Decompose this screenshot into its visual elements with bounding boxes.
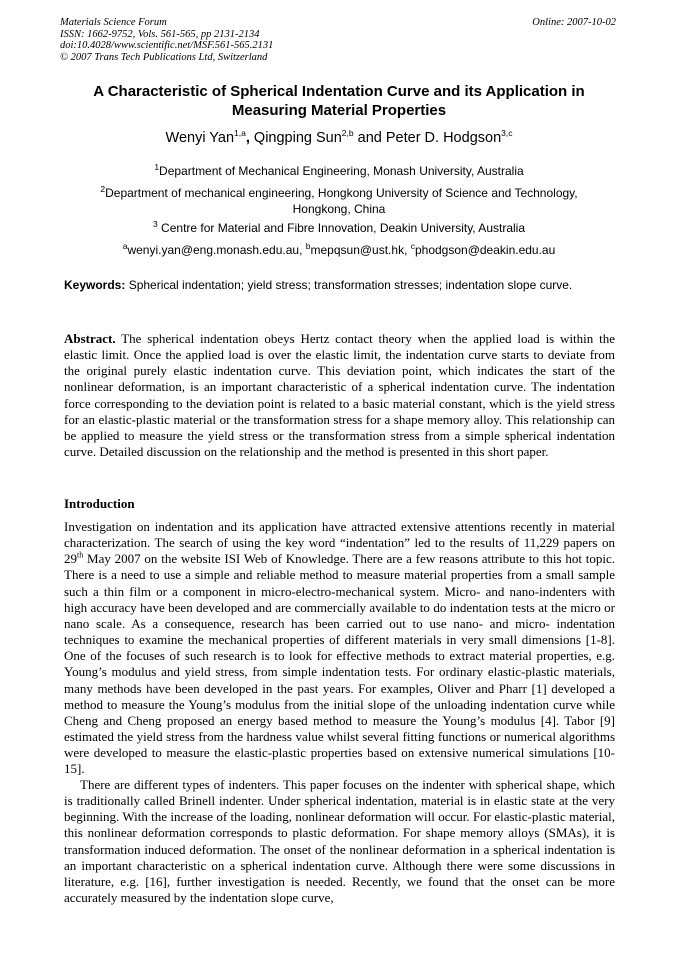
author-sup: 2,b	[341, 128, 354, 139]
issn-line: ISSN: 1662-9752, Vols. 561-565, pp 2131-2134	[60, 28, 260, 40]
author-name: Qingping Sun	[253, 130, 342, 146]
abstract	[64, 331, 615, 460]
affiliation-2	[60, 186, 618, 217]
affiliation-3	[60, 221, 618, 237]
email-sup: b	[305, 241, 311, 251]
doi-line: doi:10.4028/www.scientific.net/MSF.561-565.2131	[60, 40, 274, 51]
email-link[interactable]: phodgson@deakin.edu.au	[414, 243, 556, 257]
author-name: Peter D. Hodgson	[385, 130, 502, 146]
author-sup: 1,a	[234, 128, 246, 139]
affiliation-1	[60, 164, 618, 180]
author-separator: ,	[245, 130, 254, 146]
affiliation-sup: 3	[152, 219, 158, 229]
keywords-label: Keywords:	[64, 278, 126, 292]
author-list	[60, 129, 618, 147]
intro-p1-text-b: May 2007 on the website ISI Web of Knowledge. There are a few reasons attribute to this hot topic. There is a need to use a simple and reliable method to measure material properties from a small sample such a thin film or a component in micro-electro-mechanical system. Micro- and nano-indenters with high accuracy have been developed and are commercially available to do indentation tests at the micro or nano scale. As a consequence, research has been carried out to use nano- and micro- indentation techniques to examine the mechanical properties of different materials in very small dimensions [1-8]. One of the focuses of such research is to look for effective methods to extract material properties, e.g. Young’s modulus and yield stress, from simple indentation tests. For ordinary elastic-plastic materials, many methods have been developed in the past years. For examples, Oliver and Pharr [1] developed a method to measure the Young’s modulus from the initial slope of the unloading indentation curve while Cheng and Cheng proposed an energy based method to measure the Young’s modulus [4]. Tabor [9] estimated the yield stress from the hardness value whilst several fitting functions or numerical algorithms were developed to measure the elastic-plastic properties based on extensive numerical simulations [10-15].	[64, 551, 615, 777]
copyright-line: © 2007 Trans Tech Publications Ltd, Switzerland	[60, 51, 268, 63]
journal-name: Materials Science Forum	[60, 17, 167, 28]
affiliation-text: Centre for Material and Fibre Innovation, Deakin University, Australia	[157, 221, 525, 235]
abstract-text: The spherical indentation obeys Hertz contact theory when the applied load is within the elastic limit. Once the applied load is over the elastic limit, the indentation curve starts to deviate from the original purely elastic indentation curve. This deviation point, which indicates the start of the nonlinear deformation, is an important characteristic of a spherical indentation curve. The indentation force corresponding to the deviation point is related to a basic material constant, which is the yield stress for an elastic-plastic material or the transformation stress for a shape memory alloy. This relationship can be applied to measure the yield stress or the transformation stress from a simple spherical indentation curve. Detailed discussion on the relationship and the method is presented in this short paper.	[64, 331, 615, 460]
abstract-label: Abstract.	[64, 331, 116, 346]
journal-header	[60, 17, 273, 63]
email-sup: a	[122, 241, 128, 251]
keywords-text: Spherical indentation; yield stress; transformation stresses; indentation slope curve.	[125, 278, 573, 292]
email-link[interactable]: mepqsun@ust.hk	[310, 243, 405, 257]
intro-paragraph-2: There are different types of indenters. This paper focuses on the indenter with spherical shape, which is traditionally called Brinell indenter. Under spherical indentation, material is in elastic state at the very beginning. With the increase of the loading, nonlinear deformation will occur. For elastic-plastic material, this nonlinear deformation corresponds to plastic deformation. For shape memory alloys (SMAs), it is transformation induced deformation. The onset of the nonlinear deformation in a spherical indentation is an important characteristic on a spherical indentation curve. Although there were some discussions in literature, e.g. [16], further investigation is needed. Recently, we found that the onset can be more accurately measured by the indentation slope curve,	[64, 777, 615, 906]
keywords	[64, 278, 616, 293]
affiliation-sup: 1	[154, 162, 160, 172]
paper-title: A Characteristic of Spherical Indentation Curve and its Application in Measuring Material Properties	[93, 83, 585, 119]
affiliation-text: Department of mechanical engineering, Hongkong University of Science and Technology, Hongkong, China	[105, 186, 578, 216]
email-list: $^a$wenyi.yan@eng.monash.edu.au, $^b$mepqsun@ust.hk, $^c$phodgson@deakin.edu.au	[122, 241, 556, 257]
affiliation-sup: 2	[100, 184, 106, 194]
section-heading-introduction: Introduction	[64, 496, 135, 511]
online-date: Online: 2007-10-02	[532, 17, 616, 28]
intro-p1-sup: th	[77, 550, 84, 560]
affiliation-text: Department of Mechanical Engineering, Monash University, Australia	[159, 164, 524, 178]
author-separator: and	[353, 130, 386, 146]
intro-p1-text-a: Investigation on indentation and its application have attracted extensive attentions recently in material characterization. The search of using the key word “indentation” led to the results of 11,229 papers on 29	[64, 519, 615, 567]
email-link[interactable]: wenyi.yan@eng.monash.edu.au	[127, 243, 300, 257]
author-sup: 3,c	[501, 128, 513, 139]
email-sup: c	[410, 241, 415, 251]
author-name: Wenyi Yan	[165, 130, 235, 146]
intro-paragraph-1	[64, 519, 615, 778]
